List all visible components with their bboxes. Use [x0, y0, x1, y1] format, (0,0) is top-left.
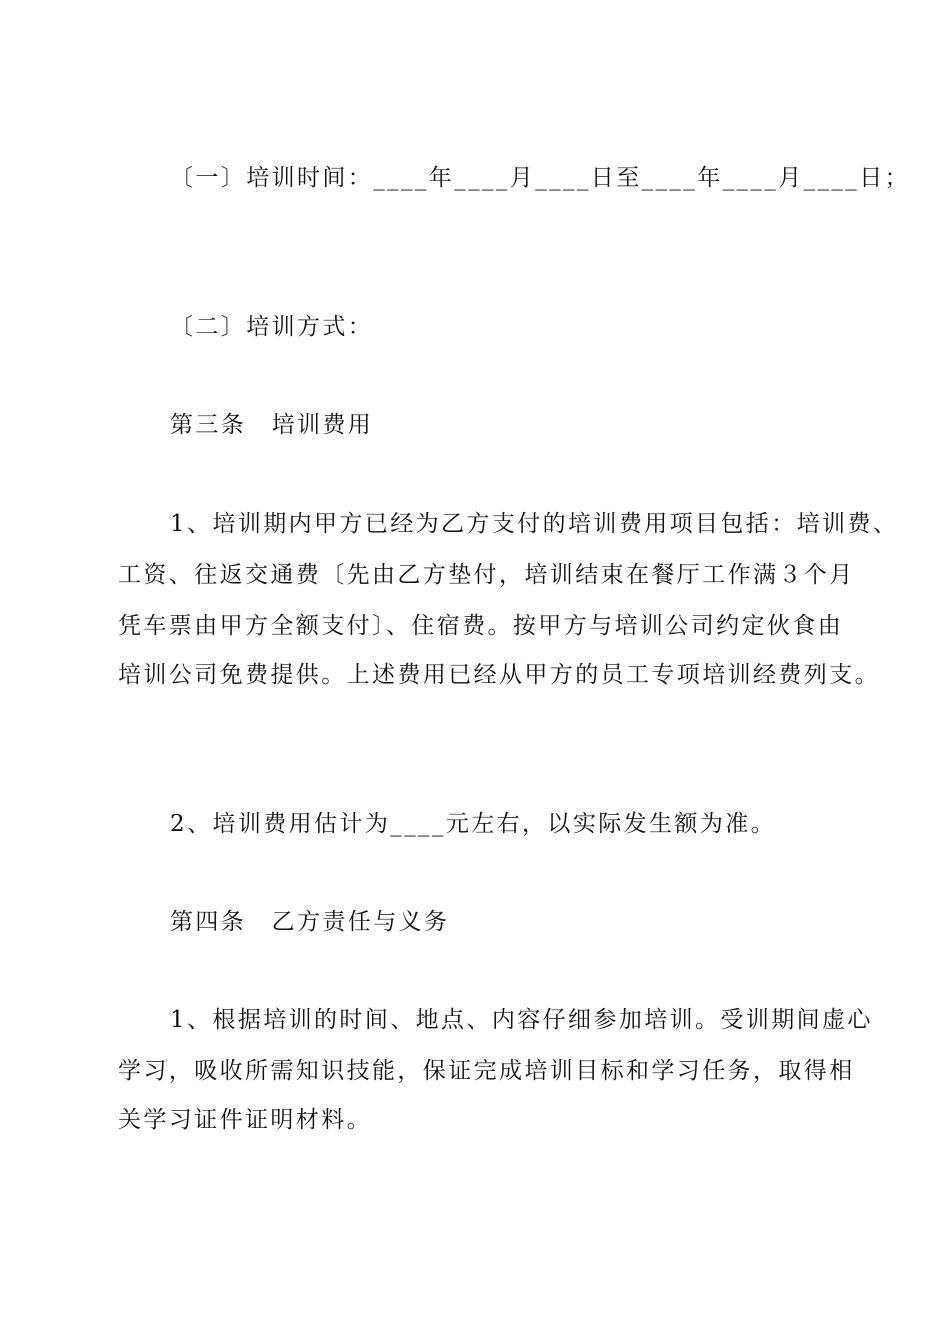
article-three-heading: 第三条 培训费用 — [170, 412, 374, 438]
training-method-line: 〔二〕培训方式： — [170, 314, 374, 340]
fee-item-1-line-4: 培训公司免费提供。上述费用已经从甲方的员工专项培训经费列支。 — [118, 662, 880, 688]
training-time-line: 〔一〕培训时间：____年____月____日至____年____月____日； — [170, 165, 910, 191]
fee-item-1-line-1: 1、培训期内甲方已经为乙方支付的培训费用项目包括：培训费、 — [170, 511, 899, 537]
fee-item-1-line-3: 凭车票由甲方全额支付〕、住宿费。按甲方与培训公司约定伙食由 — [118, 613, 844, 639]
duty-item-1-line-2: 学习，吸收所需知识技能，保证完成培训目标和学习任务，取得相 — [118, 1058, 855, 1084]
duty-item-1-line-1: 1、根据培训的时间、地点、内容仔细参加培训。受训期间虚心 — [170, 1007, 873, 1033]
fee-item-1-line-2: 工资、往返交通费〔先由乙方垫付，培训结束在餐厅工作满３个月 — [118, 562, 855, 588]
article-four-heading: 第四条 乙方责任与义务 — [170, 909, 450, 935]
duty-item-1-line-3: 关学习证件证明材料。 — [118, 1107, 372, 1133]
fee-item-2-line: 2、培训费用估计为____元左右，以实际发生额为准。 — [170, 811, 777, 837]
